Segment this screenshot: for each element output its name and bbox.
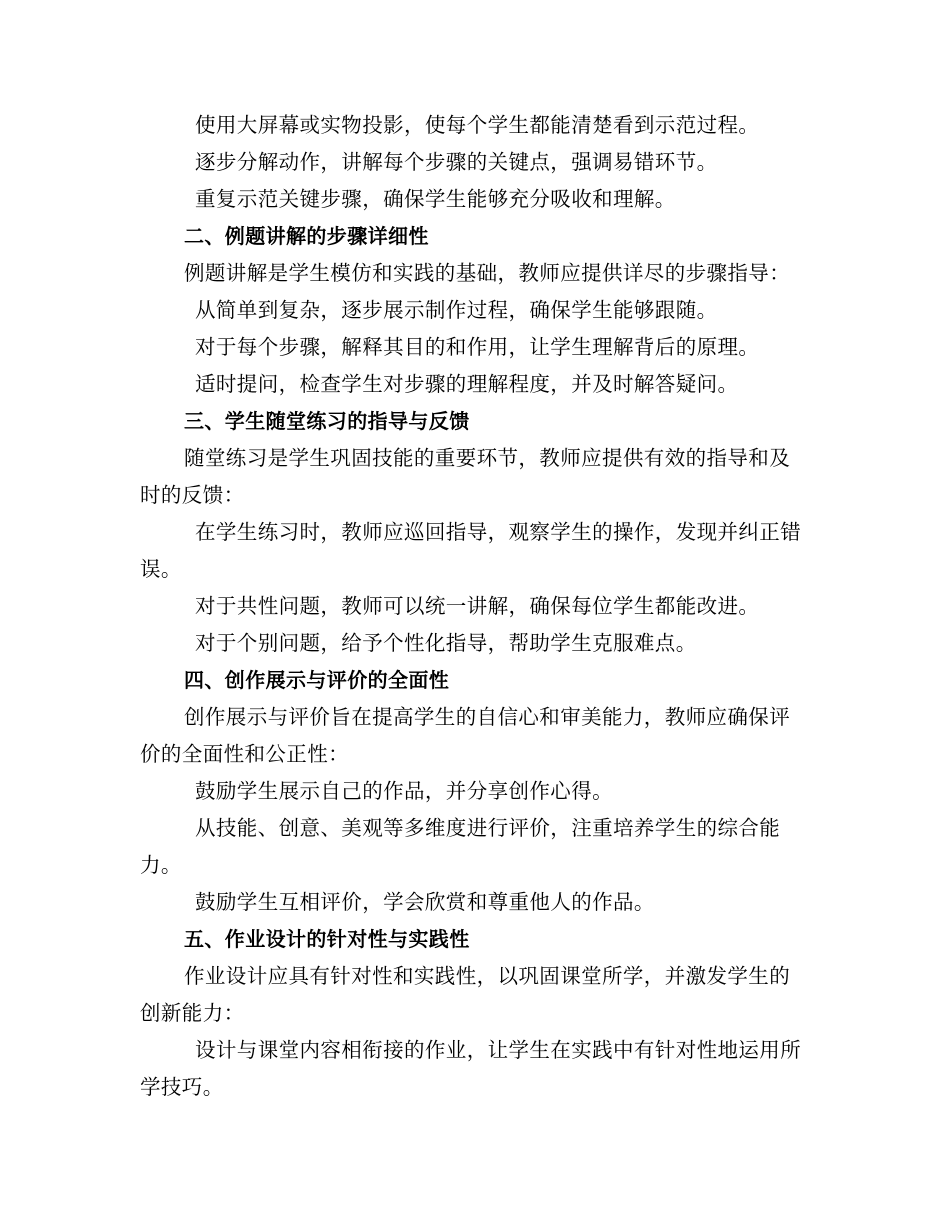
list-item: 使用大屏幕或实物投影，使每个学生都能清楚看到示范过程。: [195, 113, 760, 137]
section-intro: 作业设计应具有针对性和实践性，以巩固课堂所学，并激发学生的创新能力：: [140, 964, 791, 1025]
list-item: 鼓励学生互相评价，学会欣赏和尊重他人的作品。: [195, 890, 655, 914]
list-item: 鼓励学生展示自己的作品，并分享创作心得。: [195, 779, 613, 803]
list-item: 对于共性问题，教师可以统一讲解，确保每位学生都能改进。: [195, 594, 760, 618]
list-item: 设计与课堂内容相衔接的作业，让学生在实践中有针对性地运用所学技巧。: [140, 1038, 802, 1099]
section-heading: 二、例题讲解的步骤详细性: [184, 224, 429, 248]
section-heading: 五、作业设计的针对性与实践性: [184, 927, 470, 951]
document-body: [140, 107, 805, 1106]
list-item: 逐步分解动作，讲解每个步骤的关键点，强调易错环节。: [195, 150, 718, 174]
section-intro: 创作展示与评价旨在提高学生的自信心和审美能力，教师应确保评价的全面性和公正性：: [140, 705, 791, 766]
section-intro: 例题讲解是学生模仿和实践的基础，教师应提供详尽的步骤指导：: [184, 261, 791, 285]
section-heading: 三、学生随堂练习的指导与反馈: [184, 409, 470, 433]
list-item: 从简单到复杂，逐步展示制作过程，确保学生能够跟随。: [195, 298, 718, 322]
list-item: 对于每个步骤，解释其目的和作用，让学生理解背后的原理。: [195, 335, 760, 359]
list-item: 重复示范关键步骤，确保学生能够充分吸收和理解。: [195, 187, 676, 211]
list-item: 从技能、创意、美观等多维度进行评价，注重培养学生的综合能力。: [140, 816, 781, 877]
list-item: 对于个别问题，给予个性化指导，帮助学生克服难点。: [195, 631, 697, 655]
list-item: 适时提问，检查学生对步骤的理解程度，并及时解答疑问。: [195, 372, 739, 396]
section-intro: 随堂练习是学生巩固技能的重要环节，教师应提供有效的指导和及时的反馈：: [140, 446, 791, 507]
list-item: 在学生练习时，教师应巡回指导，观察学生的操作，发现并纠正错误。: [140, 520, 802, 581]
section-heading: 四、创作展示与评价的全面性: [184, 668, 450, 692]
